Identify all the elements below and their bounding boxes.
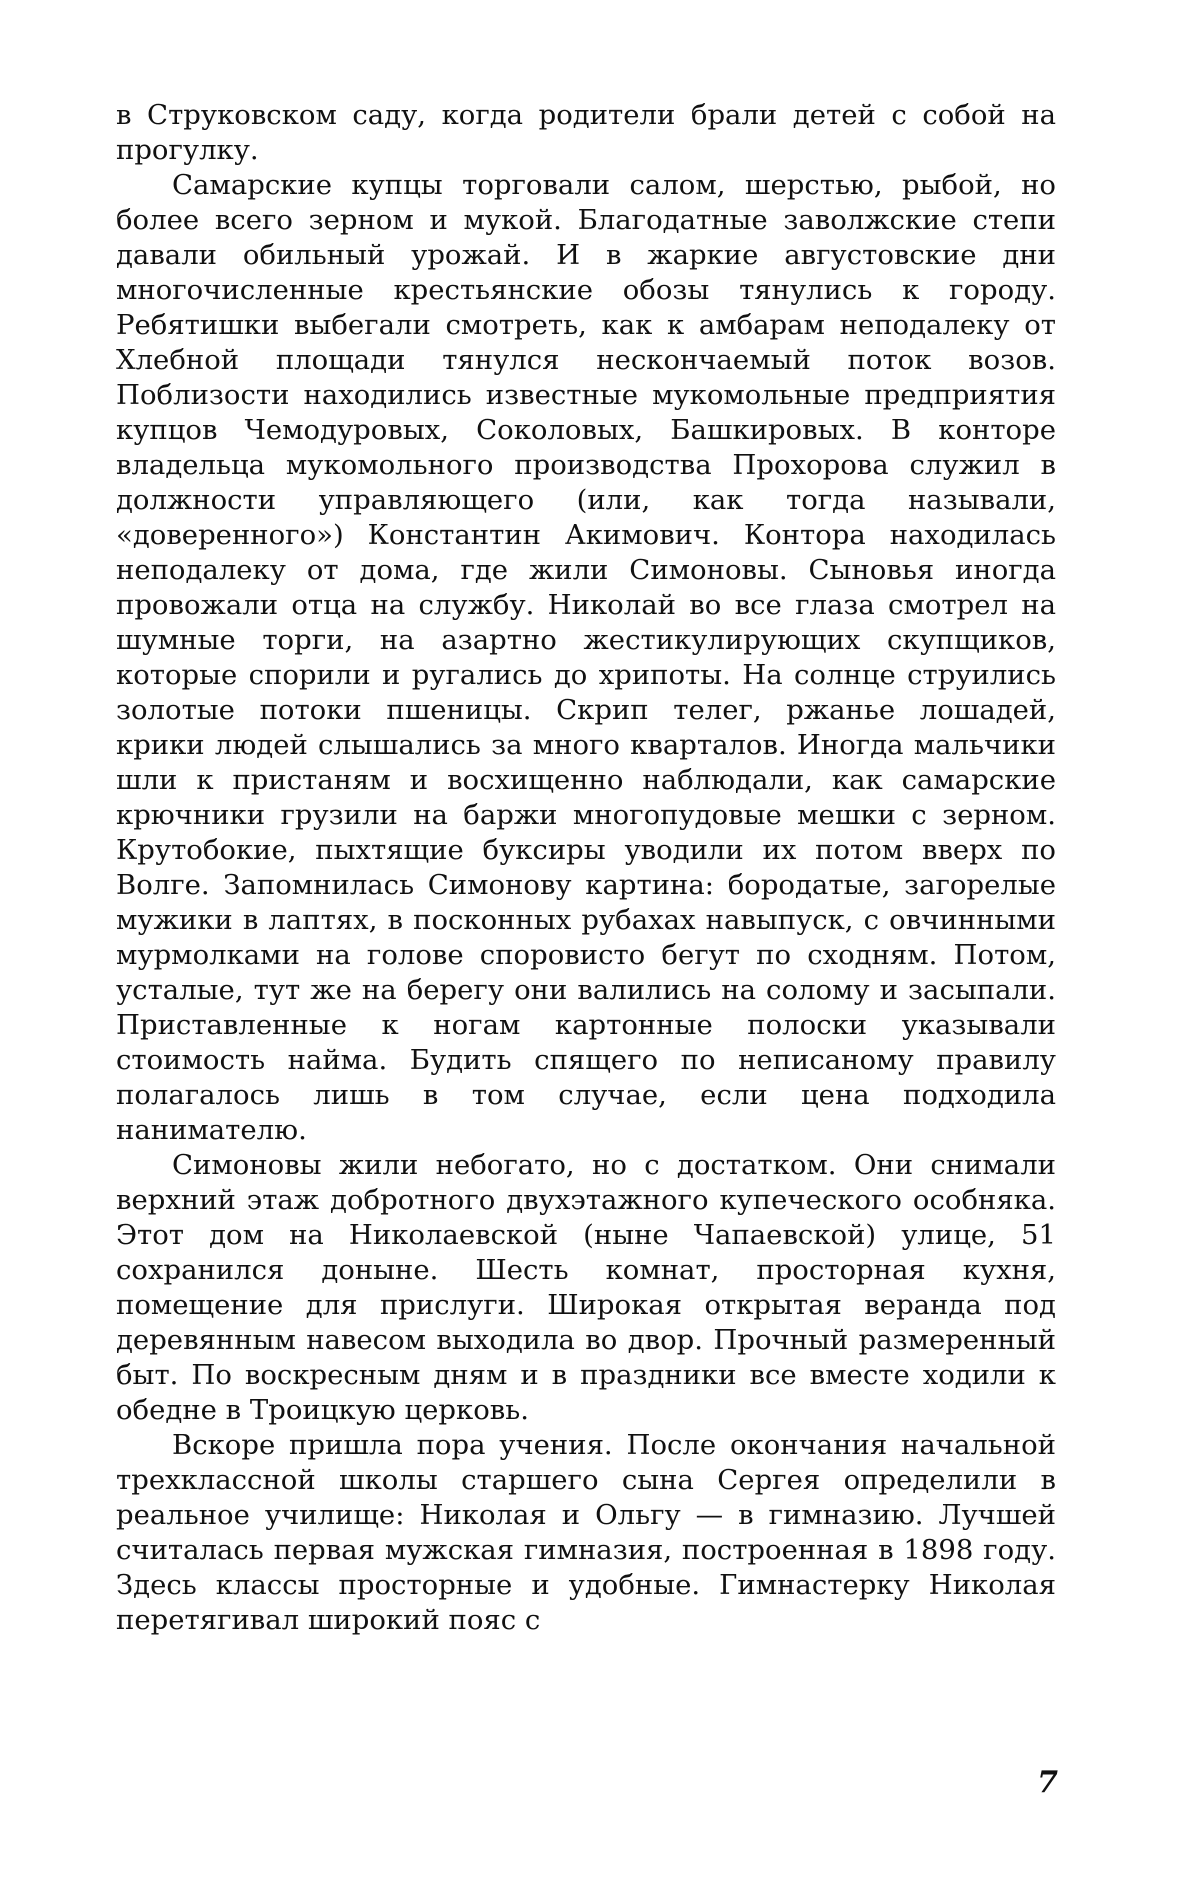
paragraph-simonov-home: Симоновы жили небогато, но с достатком. Они снимали верхний этаж добротного двухэтажного купеческого особняка. Этот дом на Николаевской (ныне Чапаевской) улице, 51 сохранился доныне. Шесть комнат, просторная кухня, помещение для прислуги. Широкая открытая веранда под деревянным навесом выходила во двор. Прочный размеренный быт. По воскресным дням и в праздники все вместе ходили к обедне в Троицкую церковь. <box>116 1148 1056 1428</box>
page-number: 7 <box>1037 1765 1058 1800</box>
paragraph-merchants: Самарские купцы торговали салом, шерстью, рыбой, но более всего зерном и мукой. Благодатные заволжские степи давали обильный урожай. И в жаркие августовские дни многочисленные крестьянские обозы тянулись к городу. Ребятишки выбегали смотреть, как к амбарам неподалеку от Хлебной площади тянулся нескончаемый поток возов. Поблизости находились известные мукомольные предприятия купцов Чемодуровых, Соколовых, Башкировых. В конторе владельца мукомольного производства Прохорова служил в должности управляющего (или, как тогда называли, «доверенного») Константин Акимович. Контора находилась неподалеку от дома, где жили Симоновы. Сыновья иногда провожали отца на службу. Николай во все глаза смотрел на шумные торги, на азартно жестикулирующих скупщиков, которые спорили и ругались до хрипоты. На солнце струились золотые потоки пшеницы. Скрип телег, ржанье лошадей, крики людей слышались за много кварталов. Иногда мальчики шли к пристаням и восхищенно наблюдали, как самарские крючники грузили на баржи многопудовые мешки с зерном. Крутобокие, пыхтящие буксиры уводили их потом вверх по Волге. Запомнилась Симонову картина: бородатые, загорелые мужики в лаптях, в посконных рубахах навыпуск, с овчинными мурмолками на голове споровисто бегут по сходням. Потом, усталые, тут же на берегу они валились на солому и засыпали. Приставленные к ногам картонные полоски указывали стоимость найма. Будить спящего по неписаному правилу полагалось лишь в том случае, если цена подходила нанимателю. <box>116 168 1056 1148</box>
paragraph-continuation: в Струковском саду, когда родители брали детей с собой на прогулку. <box>116 98 1056 168</box>
body-text <box>116 98 1056 1638</box>
book-page <box>0 0 1200 1886</box>
paragraph-schooling: Вскоре пришла пора учения. После окончания начальной трехклассной школы старшего сына Сергея определили в реальное училище: Николая и Ольгу — в гимназию. Лучшей считалась первая мужская гимназия, построенная в 1898 году. Здесь классы просторные и удобные. Гимнастерку Николая перетягивал широкий пояс с <box>116 1428 1056 1638</box>
